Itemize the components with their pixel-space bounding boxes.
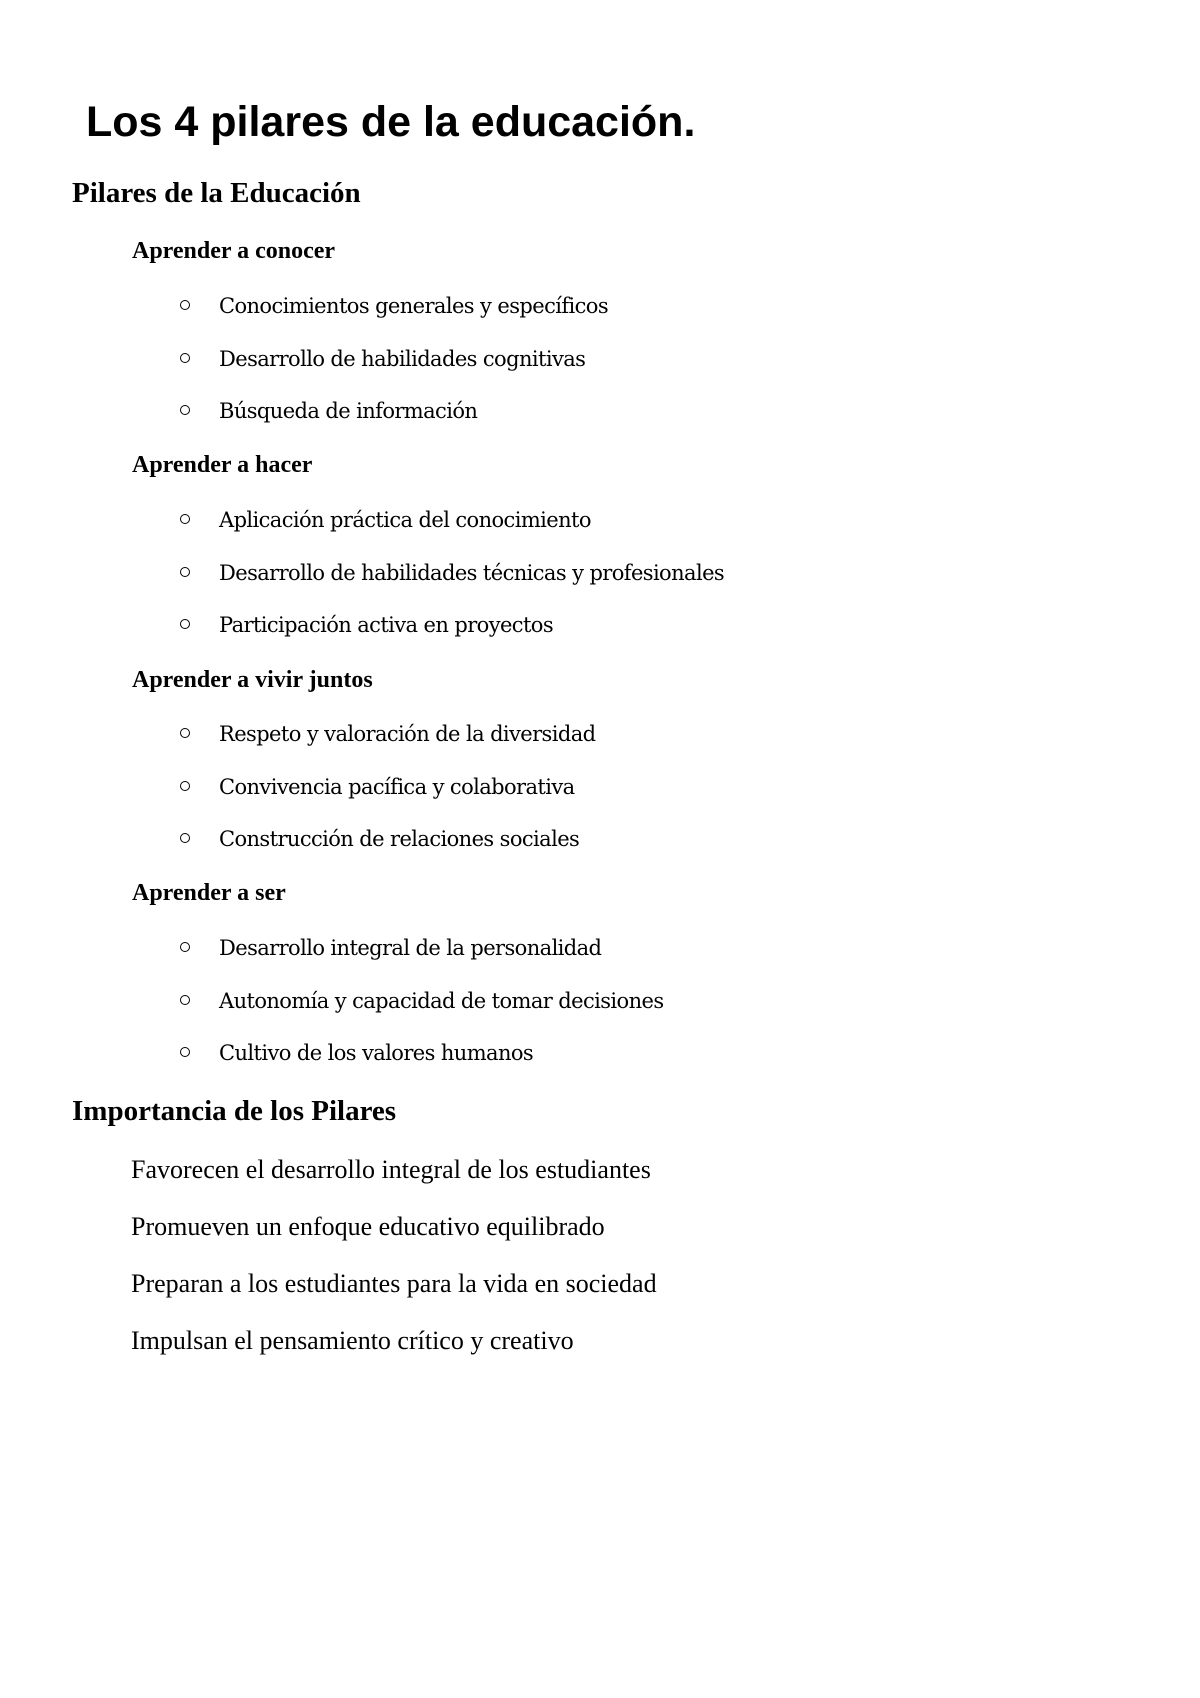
list-item-text: Desarrollo de habilidades técnicas y profesionales — [219, 560, 725, 585]
section-heading-importancia: Importancia de los Pilares — [72, 1095, 397, 1127]
hollow-circle-bullet-icon — [180, 353, 190, 363]
list-item — [180, 772, 595, 825]
hollow-circle-bullet-icon — [180, 728, 190, 738]
list-item-text: Respeto y valoración de la diversidad — [219, 722, 596, 746]
list-item-text: Construcción de relaciones sociales — [219, 827, 580, 851]
hollow-circle-bullet-icon — [180, 942, 190, 952]
pillar-heading-hacer: Aprender a hacer — [132, 452, 313, 478]
hollow-circle-bullet-icon — [180, 514, 190, 524]
list-item — [180, 505, 724, 558]
list-item-text: Cultivo de los valores humanos — [219, 1041, 534, 1065]
list-item-text: Autonomía y capacidad de tomar decisiones — [219, 988, 664, 1013]
list-item — [180, 719, 595, 772]
list-item-text: Aplicación práctica del conocimiento — [219, 508, 591, 532]
pillar-list-vivir-juntos — [180, 719, 595, 877]
hollow-circle-bullet-icon — [180, 567, 190, 577]
importance-item: Impulsan el pensamiento crítico y creativo — [131, 1326, 574, 1355]
pillar-heading-ser: Aprender a ser — [132, 880, 286, 906]
list-item-text: Convivencia pacífica y colaborativa — [219, 774, 575, 799]
list-item-text: Desarrollo integral de la personalidad — [219, 936, 602, 960]
document-title: Los 4 pilares de la educación. — [86, 98, 696, 146]
list-item — [180, 291, 608, 344]
hollow-circle-bullet-icon — [180, 995, 190, 1005]
hollow-circle-bullet-icon — [180, 781, 190, 791]
hollow-circle-bullet-icon — [180, 1047, 190, 1057]
list-item-text: Desarrollo de habilidades cognitivas — [219, 346, 586, 371]
pillar-heading-conocer: Aprender a conocer — [132, 238, 336, 264]
pillar-heading-vivir-juntos: Aprender a vivir juntos — [132, 667, 373, 693]
pillar-list-ser — [180, 933, 664, 1091]
pillar-list-hacer — [180, 505, 724, 663]
list-item — [180, 610, 724, 663]
hollow-circle-bullet-icon — [180, 300, 190, 310]
importance-list — [131, 1153, 657, 1381]
list-item — [180, 1038, 664, 1091]
importance-item: Preparan a los estudiantes para la vida en sociedad — [131, 1269, 657, 1298]
hollow-circle-bullet-icon — [180, 833, 190, 843]
list-item-text: Participación activa en proyectos — [219, 613, 554, 637]
hollow-circle-bullet-icon — [180, 405, 190, 415]
list-item-text: Búsqueda de información — [219, 399, 478, 423]
list-item — [180, 824, 595, 877]
importance-item: Promueven un enfoque educativo equilibrado — [131, 1212, 605, 1241]
list-item — [180, 396, 608, 449]
importance-item: Favorecen el desarrollo integral de los estudiantes — [131, 1155, 651, 1184]
hollow-circle-bullet-icon — [180, 619, 190, 629]
pillar-list-conocer — [180, 291, 608, 449]
section-heading-pilares: Pilares de la Educación — [72, 177, 361, 209]
list-item — [180, 558, 724, 611]
list-item-text: Conocimientos generales y específicos — [219, 294, 609, 318]
list-item — [180, 986, 664, 1039]
list-item — [180, 344, 608, 397]
list-item — [180, 933, 664, 986]
